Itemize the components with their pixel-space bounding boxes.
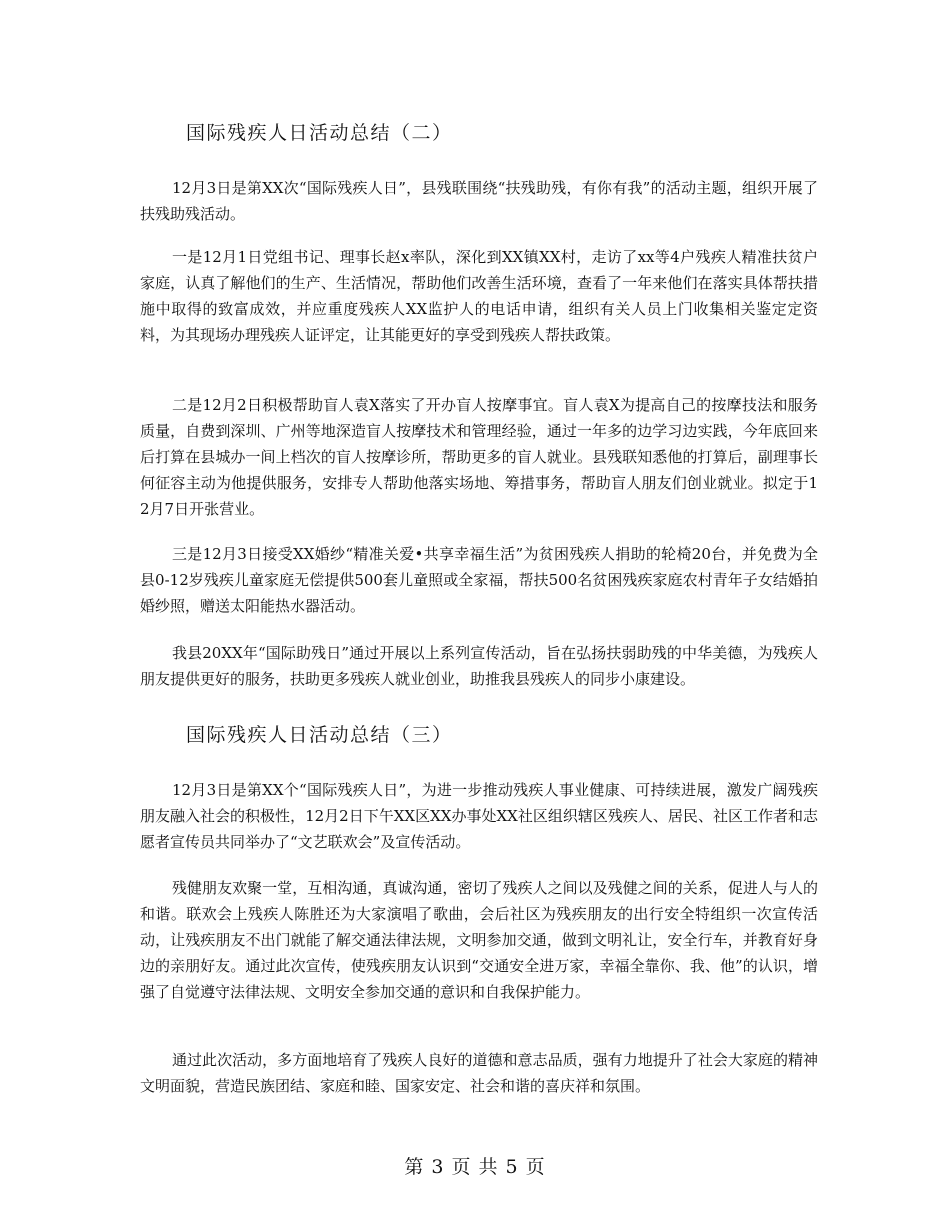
- paragraph: 我县20XX年“国际助残日”通过开展以上系列宣传活动，旨在弘扬扶弱助残的中华美德，为残疾人朋友提供更好的服务，扶助更多残疾人就业创业，助推我县残疾人的同步小康建设。: [140, 644, 818, 688]
- paragraph: 12月3日是第XX次“国际残疾人日”，县残联围绕“扶残助残，有你有我”的活动主题，组织开展了扶残助残活动。: [140, 179, 818, 223]
- paragraph: 二是12月2日积极帮助盲人袁X落实了开办盲人按摩事宜。盲人袁X为提高自己的按摩技法和服务质量，自费到深圳、广州等地深造盲人按摩技术和管理经验，通过一年多的边学习边实践，今年底回来后打算在县城办一间上档次的盲人按摩诊所，帮助更多的盲人就业。县残联知悉他的打算后，副理事长何征容主动为他提供服务，安排专人帮助他落实场地、筹措事务，帮助盲人朋友们创业就业。拟定于12月7日开张营业。: [140, 396, 818, 518]
- section-title: 国际残疾人日活动总结（三）: [186, 724, 453, 746]
- page-number-footer: 第 3 页 共 5 页: [404, 1156, 546, 1178]
- section-title: 国际残疾人日活动总结（二）: [186, 122, 453, 144]
- paragraph: 12月3日是第XX个“国际残疾人日”，为进一步推动残疾人事业健康、可持续进展，激发广阔残疾朋友融入社会的积极性，12月2日下午XX区XX办事处XX社区组织辖区残疾人、居民、社区工作者和志愿者宣传员共同举办了“文艺联欢会”及宣传活动。: [140, 781, 818, 851]
- paragraph: 一是12月1日党组书记、理事长赵x率队，深化到XX镇XX村，走访了xx等4户残疾人精准扶贫户家庭，认真了解他们的生产、生活情况，帮助他们改善生活环境，查看了一年来他们在落实具体帮扶措施中取得的致富成效，并应重度残疾人XX监护人的电话申请，组织有关人员上门收集相关鉴定定资料，为其现场办理残疾人证评定，让其能更好的享受到残疾人帮扶政策。: [140, 248, 818, 344]
- paragraph: 三是12月3日接受XX婚纱“精准关爱•共享幸福生活”为贫困残疾人捐助的轮椅20台，并免费为全县0-12岁残疾儿童家庭无偿提供500套儿童照或全家福，帮扶500名贫困残疾家庭农村青年子女结婚拍婚纱照，赠送太阳能热水器活动。: [140, 545, 818, 615]
- paragraph: 残健朋友欢聚一堂，互相沟通，真诚沟通，密切了残疾人之间以及残健之间的关系，促进人与人的和谐。联欢会上残疾人陈胜还为大家演唱了歌曲，会后社区为残疾朋友的出行安全特组织一次宣传活动，让残疾朋友不出门就能了解交通法律法规，文明参加交通，做到文明礼让，安全行车，并教育好身边的亲朋好友。通过此次宣传，使残疾朋友认识到“交通安全进万家，幸福全靠你、我、他”的认识，增强了自觉遵守法律法规、文明安全参加交通的意识和自我保护能力。: [140, 879, 818, 1001]
- paragraph: 通过此次活动，多方面地培育了残疾人良好的道德和意志品质，强有力地提升了社会大家庭的精神文明面貌，营造民族团结、家庭和睦、国家安定、社会和谐的喜庆祥和氛围。: [140, 1051, 818, 1095]
